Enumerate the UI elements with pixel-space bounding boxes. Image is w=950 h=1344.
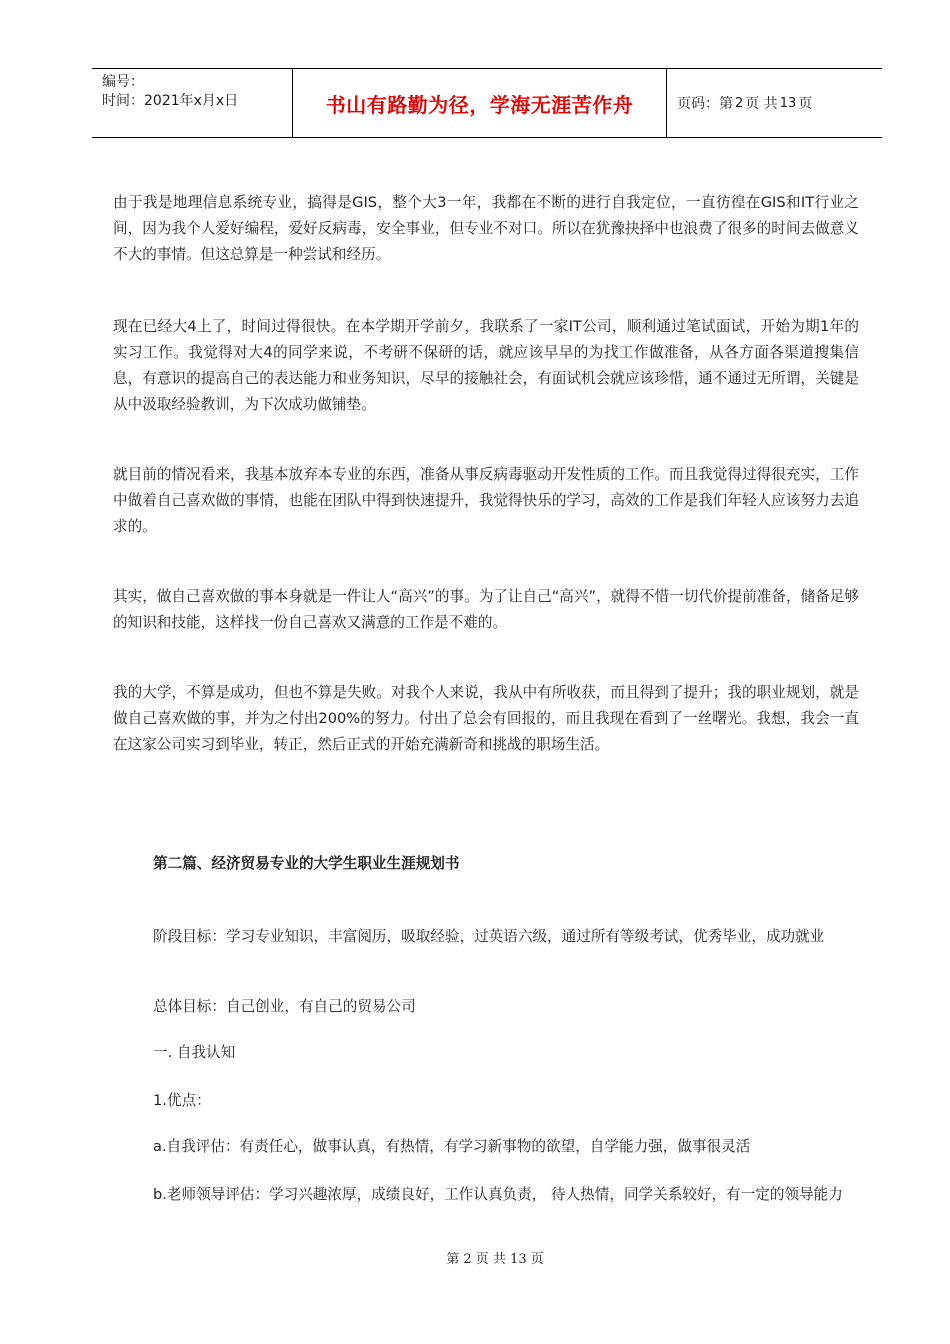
page-prefix: 页码：第 bbox=[677, 96, 733, 112]
section-title: 第二篇、经济贸易专业的大学生职业生涯规划书 bbox=[153, 855, 460, 872]
page-suffix: 页 bbox=[798, 96, 813, 112]
page-footer: 第 2 页 共 13 页 bbox=[446, 1252, 544, 1267]
page-mid: 页 共 bbox=[745, 96, 778, 112]
header-motto: 书山有路勤为径，学海无涯苦作舟 bbox=[293, 69, 667, 137]
page-total: 13 bbox=[779, 95, 797, 111]
paragraph-2: 现在已经大4上了，时间过得很快。在本学期开学前夕，我联系了一家IT公司，顺利通过笔试面试，开始为期1年的实习工作。我觉得对大4的同学来说，不考研不保研的话，就应该早早的为找工作做准备，从各方面各渠道搜集信息，有意识的提高自己的表达能力和业务知识，尽早的接触社会，有面试机会就应该珍惜，通不通过无所谓，关键是从中汲取经验教训，为下次成功做铺垫。 bbox=[113, 318, 859, 413]
self-awareness-heading: 一. 自我认知 bbox=[153, 1044, 236, 1061]
header-page-number bbox=[667, 69, 882, 137]
strengths-heading: 1.优点： bbox=[153, 1092, 211, 1109]
document-time: 时间：2021年x月x日 bbox=[102, 93, 239, 109]
document-number-label: 编号： bbox=[102, 74, 144, 90]
page-header bbox=[92, 68, 882, 138]
teacher-evaluation: b.老师领导评估：学习兴趣浓厚，成绩良好，工作认真负责， 待人热情，同学关系较好，有一定的领导能力 bbox=[153, 1186, 843, 1203]
stage-goal: 阶段目标：学习专业知识，丰富阅历，吸取经验，过英语六级，通过所有等级考试，优秀毕业，成功就业 bbox=[153, 928, 825, 945]
self-evaluation: a.自我评估：有责任心，做事认真，有热情，有学习新事物的欲望，自学能力强，做事很灵活 bbox=[153, 1138, 751, 1155]
paragraph-4: 其实，做自己喜欢做的事本身就是一件让人“高兴”的事。为了让自己“高兴”，就得不惜一切代价提前准备，储备足够的知识和技能，这样找一份自己喜欢又满意的工作是不难的。 bbox=[113, 588, 859, 631]
overall-goal: 总体目标：自己创业，有自己的贸易公司 bbox=[153, 998, 416, 1015]
paragraph-3: 就目前的情况看来，我基本放弃本专业的东西，准备从事反病毒驱动开发性质的工作。而且我觉得过得很充实，工作中做着自己喜欢做的事情，也能在团队中得到快速提升，我觉得快乐的学习，高效的工作是我们年轻人应该努力去追求的。 bbox=[113, 466, 859, 535]
paragraph-1: 由于我是地理信息系统专业，搞得是GIS，整个大3一年，我都在不断的进行自我定位，一直彷徨在GIS和IT行业之间，因为我个人爱好编程，爱好反病毒，安全事业，但专业不对口。所以在犹豫抉择中也浪费了很多的时间去做意义不大的事情。但这总算是一种尝试和经历。 bbox=[113, 194, 859, 263]
header-meta bbox=[92, 69, 293, 137]
paragraph-5: 我的大学，不算是成功，但也不算是失败。对我个人来说，我从中有所收获，而且得到了提升；我的职业规划，就是做自己喜欢做的事，并为之付出200%的努力。付出了总会有回报的，而且我现在看到了一丝曙光。我想，我会一直在这家公司实习到毕业，转正，然后正式的开始充满新奇和挑战的职场生活。 bbox=[113, 684, 859, 753]
page-current: 2 bbox=[735, 95, 744, 111]
